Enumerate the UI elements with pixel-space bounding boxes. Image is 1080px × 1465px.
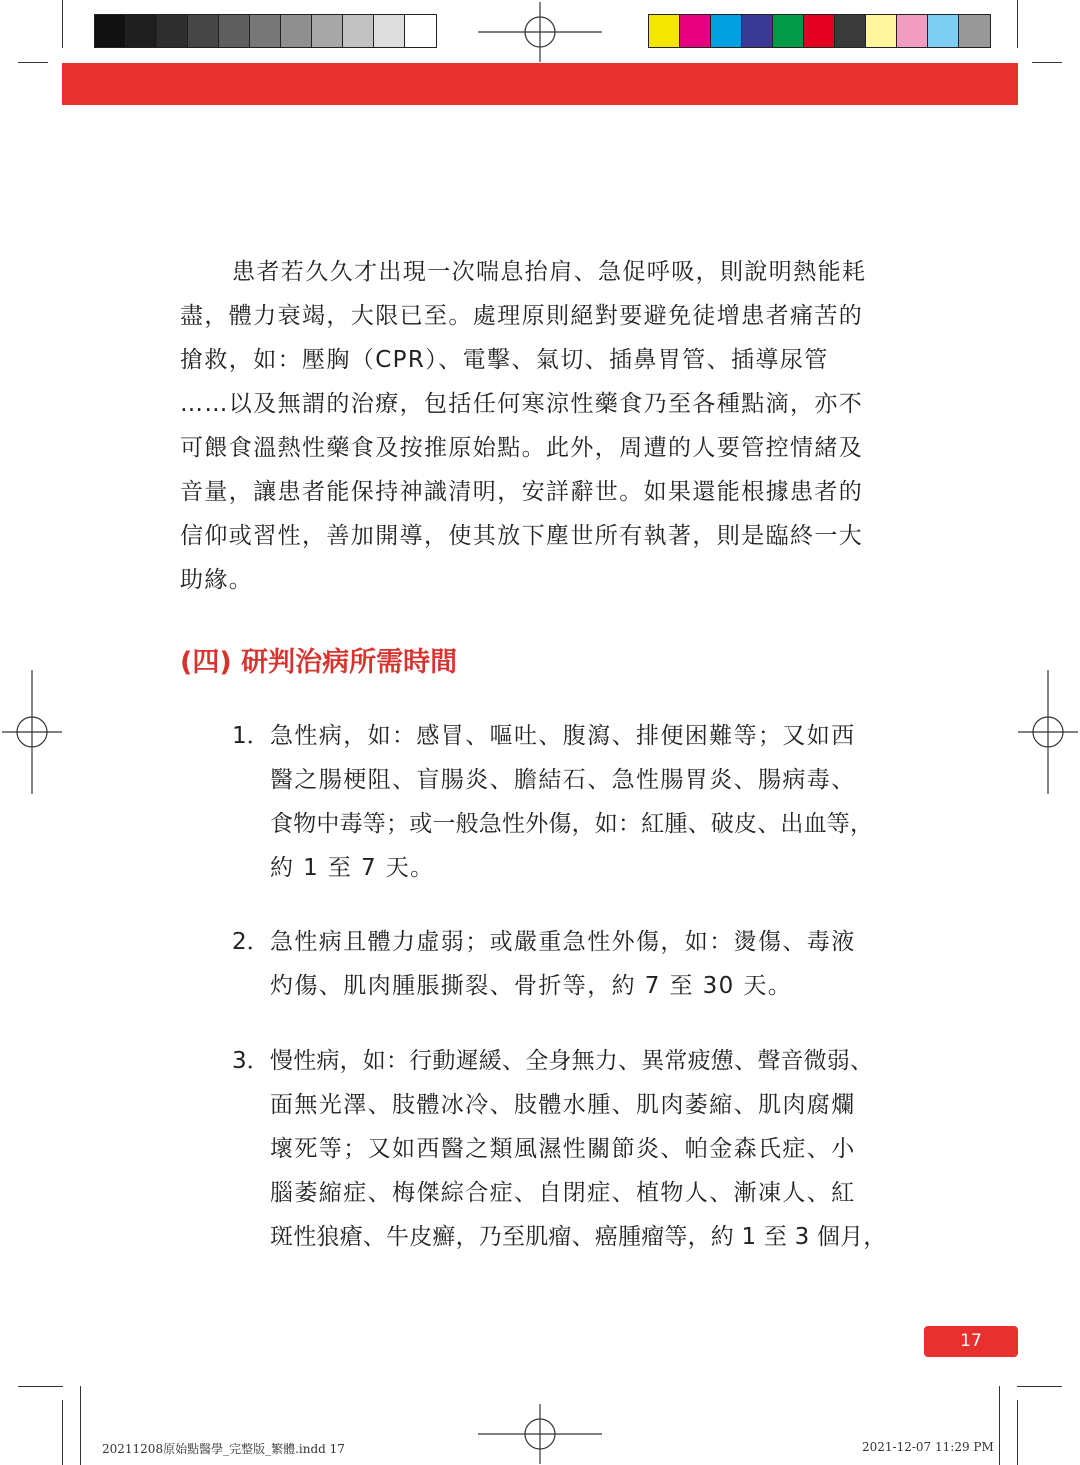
crop-mark [1032,62,1062,63]
color-swatch [773,15,804,47]
color-swatch [126,15,157,47]
item-line: 斑性狼瘡、牛皮癬，乃至肌瘤、癌腫瘤等，約 1 至 3 個月， [270,1224,887,1250]
paragraph-line: 助緣。 [180,567,254,593]
item-line: 急性病，如：感冒、嘔吐、腹瀉、排便困難等；又如西 [270,723,856,749]
color-swatch [374,15,405,47]
color-swatch [959,15,990,47]
color-swatch [711,15,742,47]
registration-mark-top [478,2,602,62]
item-line: 約 1 至 7 天。 [270,855,435,881]
paragraph-line: 信仰或習性，善加開導，使其放下塵世所有執著，則是臨終一大 [180,523,864,549]
color-swatch [680,15,711,47]
color-swatch [897,15,928,47]
color-swatch [866,15,897,47]
color-swatch [804,15,835,47]
crop-mark [18,62,48,63]
color-swatch [250,15,281,47]
crop-mark [18,1386,63,1387]
color-swatch [281,15,312,47]
registration-mark-right [1018,670,1078,794]
item-line: 壞死等；又如西醫之類風濕性關節炎、帕金森氏症、小 [270,1136,856,1162]
item-line: 急性病且體力虛弱；或嚴重急性外傷，如：燙傷、毒液 [270,929,856,955]
paragraph-line: 音量，讓患者能保持神識清明，安詳辭世。如果還能根據患者的 [180,479,864,505]
item-number: 1． [232,723,270,749]
color-swatch [343,15,374,47]
paragraph-line: 搶救，如：壓胸（CPR）、電擊、氣切、插鼻胃管、插導尿管 [180,347,829,373]
gray-calibration-bar [94,14,437,48]
registration-mark-bottom [478,1404,602,1464]
crop-mark [1017,1400,1018,1465]
color-calibration-bar [648,14,991,48]
crop-mark [80,1386,81,1465]
registration-mark-left [2,670,62,794]
crop-mark [62,1400,63,1465]
header-band [62,63,1018,105]
item-line: 灼傷、肌肉腫脹撕裂、骨折等，約 7 至 30 天。 [270,973,793,999]
item-line: 食物中毒等；或一般急性外傷，如：紅腫、破皮、出血等， [270,811,874,837]
crop-mark [999,1386,1000,1465]
crop-mark [1017,1386,1062,1387]
paragraph-line: ……以及無謂的治療，包括任何寒涼性藥食乃至各種點滴，亦不 [180,391,864,417]
color-swatch [742,15,773,47]
color-swatch [312,15,343,47]
color-swatch [835,15,866,47]
paragraph-line: 盡，體力衰竭，大限已至。處理原則絕對要避免徒增患者痛苦的 [180,303,864,329]
item-number: 3． [232,1048,270,1074]
item-line: 慢性病，如：行動遲緩、全身無力、異常疲憊、聲音微弱、 [270,1048,874,1074]
crop-mark [1017,0,1018,48]
color-swatch [649,15,680,47]
slug-timestamp: 2021-12-07 11:29 PM [862,1440,994,1454]
item-number: 2． [232,929,270,955]
item-line: 面無光澤、肢體冰冷、肢體水腫、肌肉萎縮、肌肉腐爛 [270,1092,856,1118]
color-swatch [405,15,436,47]
color-swatch [928,15,959,47]
paragraph-line: 患者若久久才出現一次喘息抬肩、急促呼吸，則說明熱能耗 [232,259,867,285]
color-swatch [219,15,250,47]
color-swatch [95,15,126,47]
item-line: 腦萎縮症、梅傑綜合症、自閉症、植物人、漸凍人、紅 [270,1180,856,1206]
section-heading: (四) 研判治病所需時間 [180,647,458,678]
page-number-badge: 17 [924,1326,1018,1357]
crop-mark [62,0,63,48]
color-swatch [188,15,219,47]
paragraph-line: 可餵食溫熱性藥食及按推原始點。此外，周遭的人要管控情緒及 [180,435,864,461]
slug-filename: 20211208原始點醫學_完整版_繁體.indd 17 [102,1442,345,1456]
item-line: 醫之腸梗阻、盲腸炎、膽結石、急性腸胃炎、腸病毒、 [270,767,856,793]
color-swatch [157,15,188,47]
